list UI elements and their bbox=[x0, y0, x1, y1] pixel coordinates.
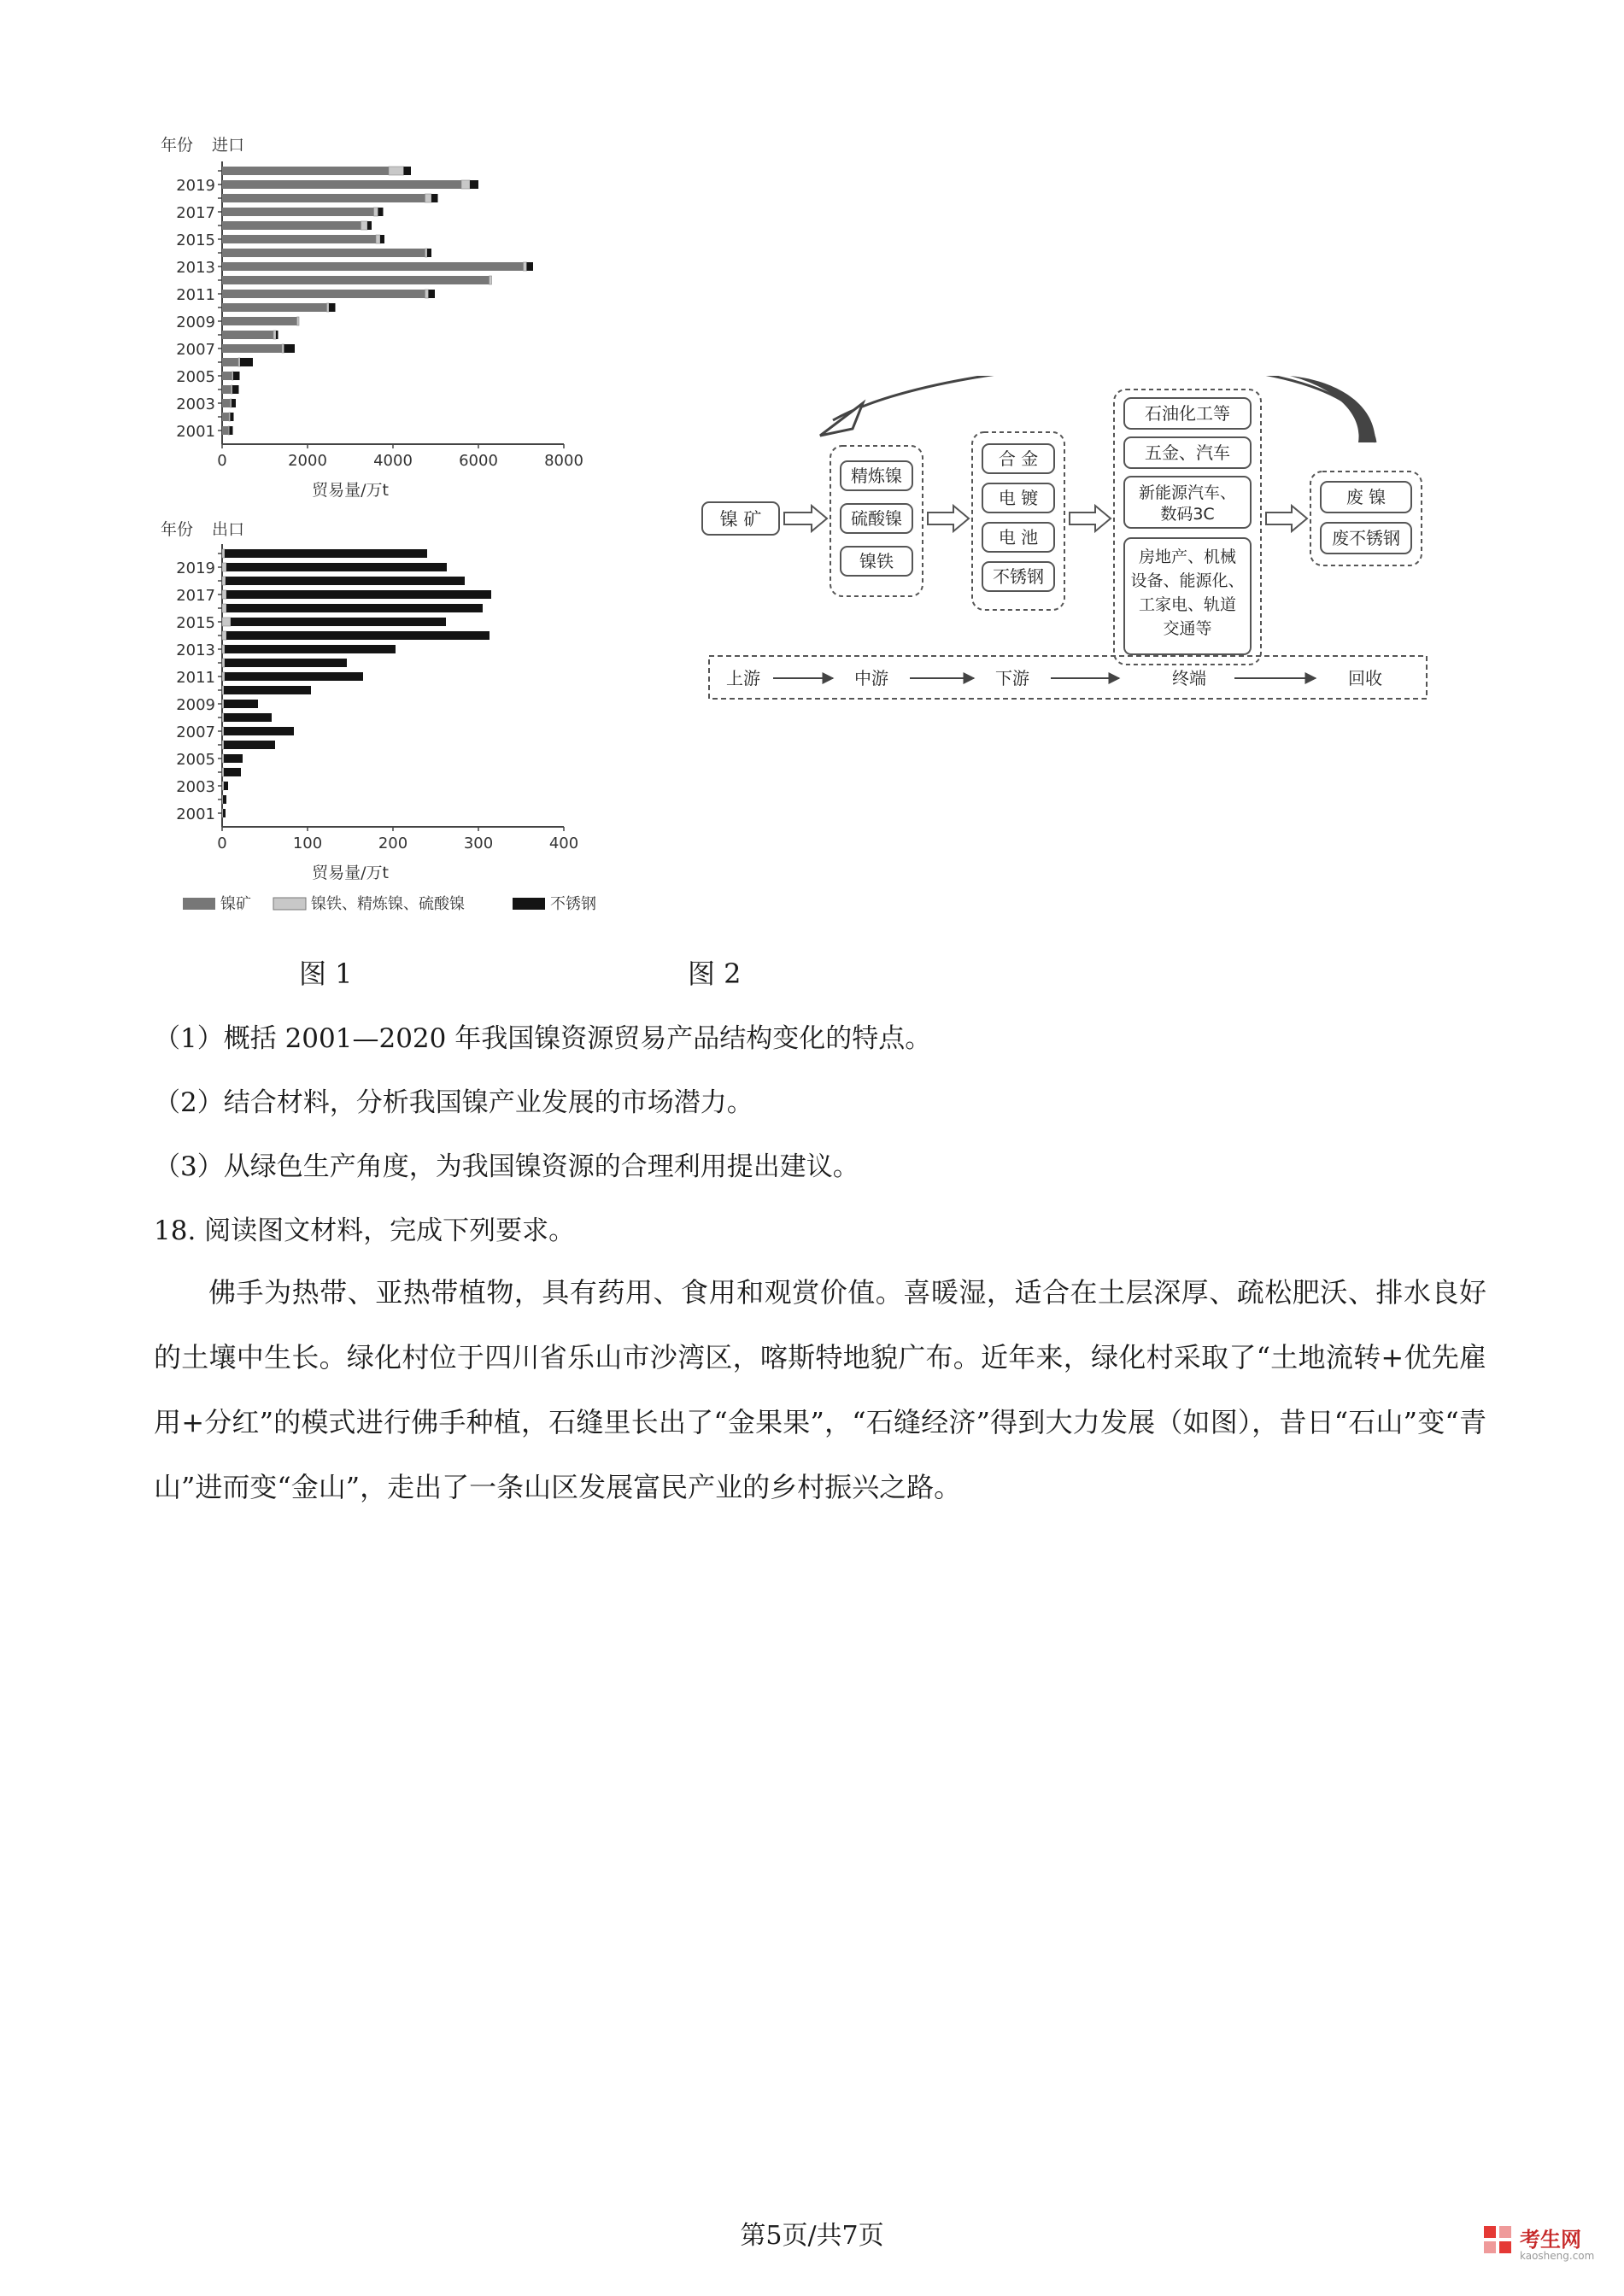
import-year-label: 2019 bbox=[176, 177, 215, 195]
export-bar-2007-s2 bbox=[224, 727, 294, 735]
export-bar-2012-s2 bbox=[225, 659, 347, 667]
stage-downstream: 下游 bbox=[995, 668, 1029, 688]
import-xlabel: 贸易量/万t bbox=[312, 481, 389, 500]
export-bar-2017-s1 bbox=[222, 590, 226, 599]
export-bar-2001-s1 bbox=[222, 809, 223, 817]
import-bar-2004-s0 bbox=[222, 385, 232, 394]
export-bar-2015-s1 bbox=[222, 618, 231, 626]
export-year-label: 2015 bbox=[176, 614, 215, 632]
import-year-label: 2009 bbox=[176, 313, 215, 331]
export-xtick-label: 300 bbox=[463, 835, 494, 852]
import-bar-2004-s2 bbox=[232, 385, 239, 394]
import-bar-2002-s0 bbox=[222, 413, 229, 421]
upstream-label-3: 镍铁 bbox=[859, 551, 894, 571]
recycle-arrow bbox=[833, 376, 1375, 442]
export-header-type: 出口 bbox=[212, 520, 245, 539]
export-bar-2018-s2 bbox=[226, 577, 465, 585]
import-bar-2014-s0 bbox=[222, 249, 425, 257]
export-year-label: 2003 bbox=[176, 778, 215, 796]
import-bar-2014-s1 bbox=[425, 249, 428, 257]
flow-arrow-1 bbox=[784, 506, 827, 531]
page-number: 第5页/共7页 bbox=[740, 2221, 884, 2251]
question-18-material bbox=[154, 1260, 1486, 1520]
export-year-label: 2001 bbox=[176, 805, 215, 823]
export-bar-2011-s2 bbox=[225, 672, 363, 681]
export-bar-2010-s1 bbox=[222, 686, 224, 694]
export-bar-2005-s1 bbox=[222, 754, 224, 763]
export-year-label: 2005 bbox=[176, 751, 215, 769]
legend-label-steel: 不锈钢 bbox=[550, 895, 596, 913]
import-bar-2018-s2 bbox=[431, 194, 438, 202]
chart-legend bbox=[183, 895, 596, 913]
import-bar-2020-s2 bbox=[404, 167, 412, 175]
legend-label-refined: 镍铁、精炼镍、硫酸镍 bbox=[311, 895, 465, 913]
export-bar-2011-s1 bbox=[222, 672, 225, 681]
export-bar-2001-s2 bbox=[223, 809, 226, 817]
export-xlabel: 贸易量/万t bbox=[312, 864, 389, 882]
export-bar-2012-s1 bbox=[222, 659, 225, 667]
import-bar-2020-s1 bbox=[389, 167, 404, 175]
import-bar-2018-s0 bbox=[222, 194, 425, 202]
export-xtick-label: 200 bbox=[378, 835, 408, 852]
import-year-label: 2015 bbox=[176, 231, 215, 249]
legend-swatch-ore bbox=[183, 898, 215, 910]
export-bar-2002-s1 bbox=[222, 795, 223, 804]
import-bar-2015-s0 bbox=[222, 235, 376, 243]
export-bar-2016-s1 bbox=[222, 604, 226, 612]
stage-recycle: 回收 bbox=[1348, 668, 1382, 688]
upstream-label-2: 硫酸镍 bbox=[851, 508, 902, 529]
import-bar-2007-s1 bbox=[282, 344, 284, 353]
import-bar-2013-s0 bbox=[222, 262, 524, 271]
figure1-charts bbox=[154, 128, 632, 922]
import-bar-2019-s2 bbox=[470, 180, 478, 189]
export-bar-2019-s1 bbox=[222, 563, 226, 571]
import-bar-2008-s0 bbox=[222, 331, 273, 339]
figure1-caption: 图 1 bbox=[299, 958, 353, 990]
question-18-title: 18. 阅读图文材料，完成下列要求。 bbox=[154, 1215, 576, 1246]
export-year-label: 2013 bbox=[176, 641, 215, 659]
export-bar-2004-s2 bbox=[224, 768, 241, 776]
import-bar-2006-s1 bbox=[238, 358, 240, 366]
site-logo bbox=[1482, 2223, 1610, 2277]
import-bar-2017-s1 bbox=[374, 208, 378, 216]
export-header-year: 年份 bbox=[161, 520, 194, 539]
export-bar-2008-s2 bbox=[224, 713, 272, 722]
import-bar-2001-s2 bbox=[230, 426, 233, 435]
legend-swatch-refined bbox=[273, 898, 306, 910]
logo-mark-icon bbox=[1482, 2224, 1516, 2258]
terminal-label-realestate-1: 房地产、机械 bbox=[1138, 548, 1237, 566]
recycle-label-2: 废不锈钢 bbox=[1332, 528, 1400, 548]
import-xtick-label: 0 bbox=[217, 452, 227, 470]
midstream-label-4: 不锈钢 bbox=[993, 566, 1044, 587]
import-bar-2006-s2 bbox=[240, 358, 253, 366]
import-bar-2006-s0 bbox=[222, 358, 238, 366]
export-bar-2003-s1 bbox=[222, 782, 224, 790]
terminal-label-realestate-3: 工家电、轨道 bbox=[1138, 595, 1237, 614]
export-xtick-label: 0 bbox=[217, 835, 227, 852]
import-bar-2008-s1 bbox=[273, 331, 276, 339]
import-header-year: 年份 bbox=[161, 136, 194, 155]
import-year-label: 2007 bbox=[176, 341, 215, 359]
export-year-label: 2009 bbox=[176, 696, 215, 714]
export-bar-2006-s1 bbox=[222, 741, 224, 749]
import-xtick-label: 4000 bbox=[373, 452, 413, 470]
export-bar-2009-s2 bbox=[224, 700, 258, 708]
import-bar-2003-s0 bbox=[222, 399, 231, 407]
export-bar-2013-s1 bbox=[222, 645, 225, 653]
import-xtick-label: 2000 bbox=[288, 452, 327, 470]
export-year-label: 2007 bbox=[176, 723, 215, 741]
import-bar-2017-s2 bbox=[378, 208, 384, 216]
figure2-diagram bbox=[701, 376, 1435, 709]
import-bar-2016-s1 bbox=[361, 221, 368, 230]
terminal-label-new-energy-2: 数码3C bbox=[1160, 505, 1215, 524]
import-year-label: 2005 bbox=[176, 368, 215, 386]
export-bar-2013-s2 bbox=[225, 645, 396, 653]
export-bar-2008-s1 bbox=[222, 713, 224, 722]
export-year-label: 2011 bbox=[176, 669, 215, 687]
question-3: （3）从绿色生产角度，为我国镍资源的合理利用提出建议。 bbox=[154, 1151, 859, 1182]
import-header-type: 进口 bbox=[212, 136, 245, 155]
recycle-arrowhead bbox=[820, 403, 863, 436]
upstream-label-1: 精炼镍 bbox=[851, 466, 902, 486]
export-year-label: 2017 bbox=[176, 587, 215, 605]
import-bar-2001-s1 bbox=[229, 426, 230, 435]
terminal-label-hardware: 五金、汽车 bbox=[1145, 442, 1230, 463]
import-bar-2010-s0 bbox=[222, 303, 327, 312]
stage-midstream: 中游 bbox=[854, 668, 888, 688]
terminal-label-realestate-4: 交通等 bbox=[1163, 619, 1212, 638]
export-bar-2014-s1 bbox=[222, 631, 226, 640]
import-bar-2012-s1 bbox=[490, 276, 492, 284]
import-year-label: 2011 bbox=[176, 286, 215, 304]
figure2-caption: 图 2 bbox=[688, 958, 742, 990]
import-bar-2009-s1 bbox=[297, 317, 300, 325]
midstream-label-3: 电 池 bbox=[998, 527, 1039, 548]
export-xtick-label: 100 bbox=[292, 835, 323, 852]
export-bar-2016-s2 bbox=[226, 604, 483, 612]
import-bar-2014-s2 bbox=[427, 249, 431, 257]
export-bar-2020-s1 bbox=[222, 549, 225, 558]
flow-arrow-2 bbox=[928, 506, 969, 531]
export-bar-2020-s2 bbox=[225, 549, 427, 558]
flow-arrow-4 bbox=[1266, 506, 1307, 531]
logo-sub-text: kaosheng.com bbox=[1520, 2250, 1595, 2262]
import-bar-2004-s1 bbox=[232, 385, 233, 394]
export-xtick-label: 400 bbox=[548, 835, 579, 852]
import-bar-2007-s2 bbox=[284, 344, 296, 353]
recycle-label-1: 废 镍 bbox=[1346, 487, 1387, 507]
recycle-arrow-fill bbox=[1290, 376, 1375, 442]
export-bar-2003-s2 bbox=[224, 782, 228, 790]
stage-terminal: 终端 bbox=[1172, 668, 1206, 688]
import-bar-2001-s0 bbox=[222, 426, 229, 435]
import-bar-2010-s1 bbox=[327, 303, 330, 312]
midstream-label-2: 电 镀 bbox=[998, 488, 1039, 508]
import-year-label: 2013 bbox=[176, 259, 215, 277]
export-bar-2014-s2 bbox=[226, 631, 490, 640]
export-bar-2004-s1 bbox=[222, 768, 224, 776]
import-bar-2010-s2 bbox=[329, 303, 336, 312]
logo-main-text: 考生网 bbox=[1520, 2228, 1581, 2252]
export-bar-2005-s2 bbox=[224, 754, 243, 763]
question-18-paragraph: 佛手为热带、亚热带植物，具有药用、食用和观赏价值。喜暖湿，适合在土层深厚、疏松肥沃、排水良好的土壤中生长。绿化村位于四川省乐山市沙湾区，喀斯特地貌广布。近年来，绿化村采取了“土地流转+优先雇用+分红”的模式进行佛手种植，石缝里长出了“金果果”，“石缝经济”得到大力发展（如图），昔日“石山”变“青山”进而变“金山”，走出了一条山区发展富民产业的乡村振兴之路。 bbox=[154, 1276, 1486, 1503]
import-bar-2020-s0 bbox=[222, 167, 389, 175]
import-bar-2003-s2 bbox=[232, 399, 236, 407]
import-bar-2003-s1 bbox=[231, 399, 232, 407]
import-xtick-label: 8000 bbox=[544, 452, 583, 470]
import-bar-2015-s2 bbox=[380, 235, 384, 243]
stage-upstream: 上游 bbox=[726, 668, 760, 688]
export-chart bbox=[161, 520, 578, 882]
import-bar-2009-s0 bbox=[222, 317, 297, 325]
import-year-label: 2017 bbox=[176, 204, 215, 222]
terminal-label-realestate-2: 设备、能源化、 bbox=[1130, 571, 1245, 590]
import-bar-2019-s1 bbox=[461, 180, 470, 189]
import-year-label: 2003 bbox=[176, 395, 215, 413]
import-chart bbox=[161, 136, 583, 500]
export-bar-2018-s1 bbox=[222, 577, 226, 585]
import-bar-2005-s0 bbox=[222, 372, 232, 380]
export-bar-2010-s2 bbox=[224, 686, 311, 694]
export-bar-2009-s1 bbox=[222, 700, 224, 708]
flow-arrow-3 bbox=[1070, 506, 1111, 531]
terminal-label-new-energy-1: 新能源汽车、 bbox=[1138, 483, 1237, 502]
question-1: （1）概括 2001—2020 年我国镍资源贸易产品结构变化的特点。 bbox=[154, 1023, 932, 1054]
import-xtick-label: 6000 bbox=[459, 452, 498, 470]
import-bar-2019-s0 bbox=[222, 180, 461, 189]
legend-label-ore: 镍矿 bbox=[220, 895, 251, 913]
import-year-label: 2001 bbox=[176, 423, 215, 441]
import-bar-2002-s1 bbox=[229, 413, 231, 421]
import-bar-2011-s0 bbox=[222, 290, 425, 298]
import-bar-2018-s1 bbox=[425, 194, 432, 202]
import-bar-2017-s0 bbox=[222, 208, 374, 216]
export-bar-2019-s2 bbox=[226, 563, 447, 571]
import-bar-2015-s1 bbox=[376, 235, 380, 243]
import-bar-2013-s2 bbox=[527, 262, 534, 271]
export-bar-2017-s2 bbox=[226, 590, 491, 599]
export-bar-2006-s2 bbox=[224, 741, 275, 749]
import-bar-2005-s2 bbox=[233, 372, 240, 380]
import-bar-2008-s2 bbox=[276, 331, 278, 339]
import-bar-2005-s1 bbox=[232, 372, 234, 380]
import-bar-2016-s0 bbox=[222, 221, 361, 230]
export-bar-2015-s2 bbox=[231, 618, 446, 626]
nickel-ore-label: 镍 矿 bbox=[719, 509, 762, 530]
midstream-label-1: 合 金 bbox=[998, 448, 1039, 469]
terminal-label-petrochem: 石油化工等 bbox=[1145, 403, 1230, 424]
import-bar-2013-s1 bbox=[524, 262, 527, 271]
import-bar-2016-s2 bbox=[367, 221, 372, 230]
import-bar-2002-s2 bbox=[231, 413, 234, 421]
export-bar-2002-s2 bbox=[223, 795, 226, 804]
import-bar-2011-s2 bbox=[429, 290, 436, 298]
legend-swatch-steel bbox=[513, 898, 545, 910]
import-bar-2011-s1 bbox=[425, 290, 429, 298]
import-bar-2007-s0 bbox=[222, 344, 282, 353]
question-2: （2）结合材料，分析我国镍产业发展的市场潜力。 bbox=[154, 1087, 753, 1118]
import-bar-2012-s0 bbox=[222, 276, 490, 284]
export-bar-2007-s1 bbox=[222, 727, 224, 735]
export-year-label: 2019 bbox=[176, 559, 215, 577]
